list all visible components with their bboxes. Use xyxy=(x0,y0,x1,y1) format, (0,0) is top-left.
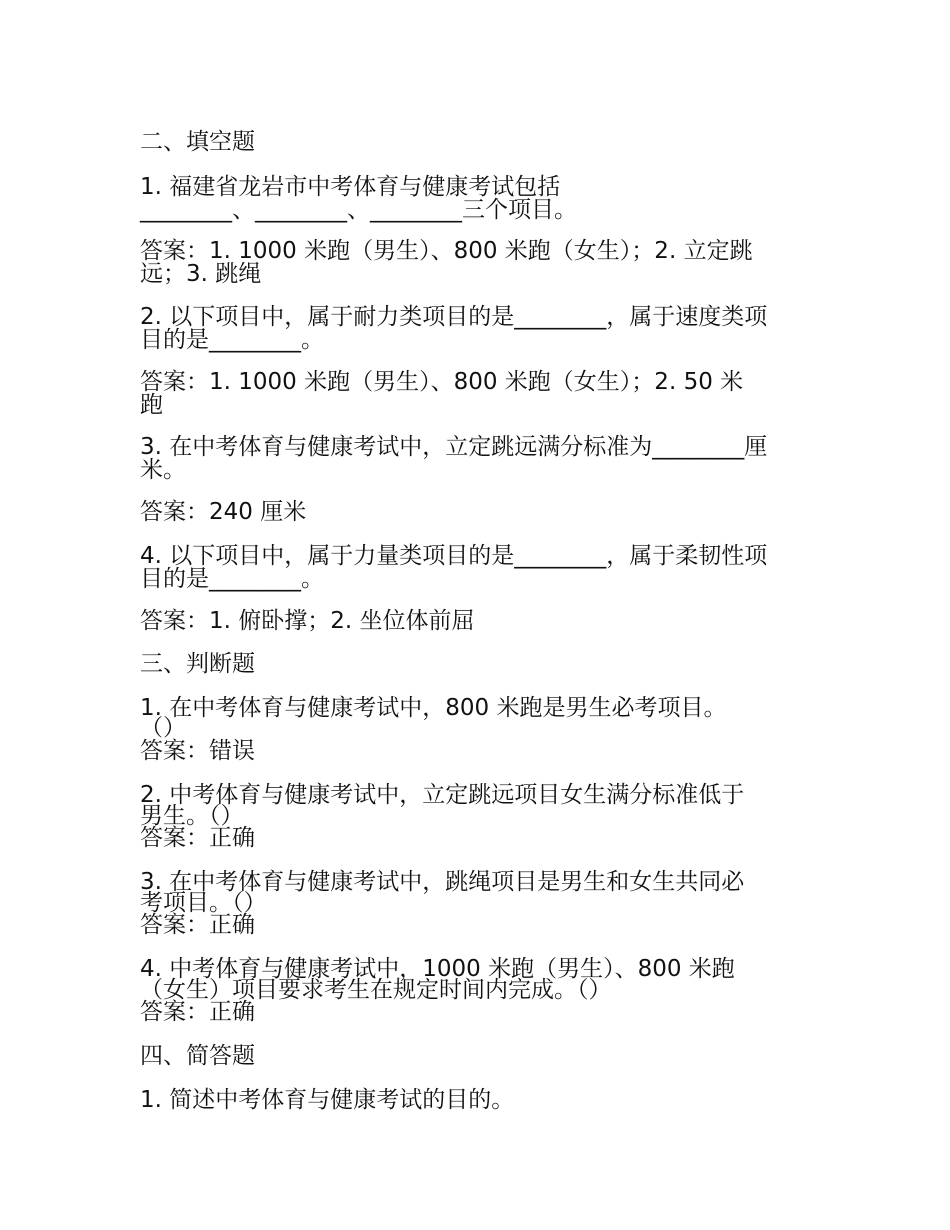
answer-text: 答案：1. 俯卧撑；2. 坐位体前屈 xyxy=(140,608,475,634)
section-heading-true-false: 三、判断题 xyxy=(140,651,255,677)
question-text: 考项目。（） xyxy=(140,890,267,916)
question-text: 米。 xyxy=(140,457,186,483)
answer-text: 答案：240 厘米 xyxy=(140,499,307,525)
answer-text: 答案：错误 xyxy=(140,738,255,764)
section-heading-fill-in: 二、填空题 xyxy=(140,129,255,155)
question-text: 1. 福建省龙岩市中考体育与健康考试包括 xyxy=(140,174,561,200)
question-text: 3. 在中考体育与健康考试中，跳绳项目是男生和女生共同必 xyxy=(140,869,745,895)
question-text: 4. 以下项目中，属于力量类项目的是________，属于柔韧性项 xyxy=(140,543,768,569)
question-text: 目的是________。 xyxy=(140,327,324,353)
question-text: 2. 以下项目中，属于耐力类项目的是________，属于速度类项 xyxy=(140,304,768,330)
question-text: 2. 中考体育与健康考试中，立定跳远项目女生满分标准低于 xyxy=(140,782,745,808)
question-text: 1. 简述中考体育与健康考试的目的。 xyxy=(140,1087,515,1113)
answer-text: 答案：正确 xyxy=(140,825,255,851)
question-text: 目的是________。 xyxy=(140,566,324,592)
question-text: 3. 在中考体育与健康考试中，立定跳远满分标准为________厘 xyxy=(140,434,768,460)
answer-text: 答案：正确 xyxy=(140,912,255,938)
answer-text: 答案：1. 1000 米跑（男生）、800 米跑（女生）；2. 立定跳 xyxy=(140,238,753,264)
question-text: 1. 在中考体育与健康考试中，800 米跑是男生必考项目。 xyxy=(140,695,727,721)
question-text: 4. 中考体育与健康考试中，1000 米跑（男生）、800 米跑 xyxy=(140,956,735,982)
question-text: 男生。（） xyxy=(140,803,244,829)
question-text: （） xyxy=(140,715,186,741)
question-text: （女生）项目要求考生在规定时间内完成。（） xyxy=(140,977,612,1003)
question-text: ________、________、________三个项目。 xyxy=(140,197,577,223)
answer-text: 跑 xyxy=(140,392,163,418)
answer-text: 远；3. 跳绳 xyxy=(140,261,262,287)
answer-text: 答案：正确 xyxy=(140,999,255,1025)
section-heading-short-answer: 四、简答题 xyxy=(140,1043,255,1069)
answer-text: 答案：1. 1000 米跑（男生）、800 米跑（女生）；2. 50 米 xyxy=(140,369,744,395)
